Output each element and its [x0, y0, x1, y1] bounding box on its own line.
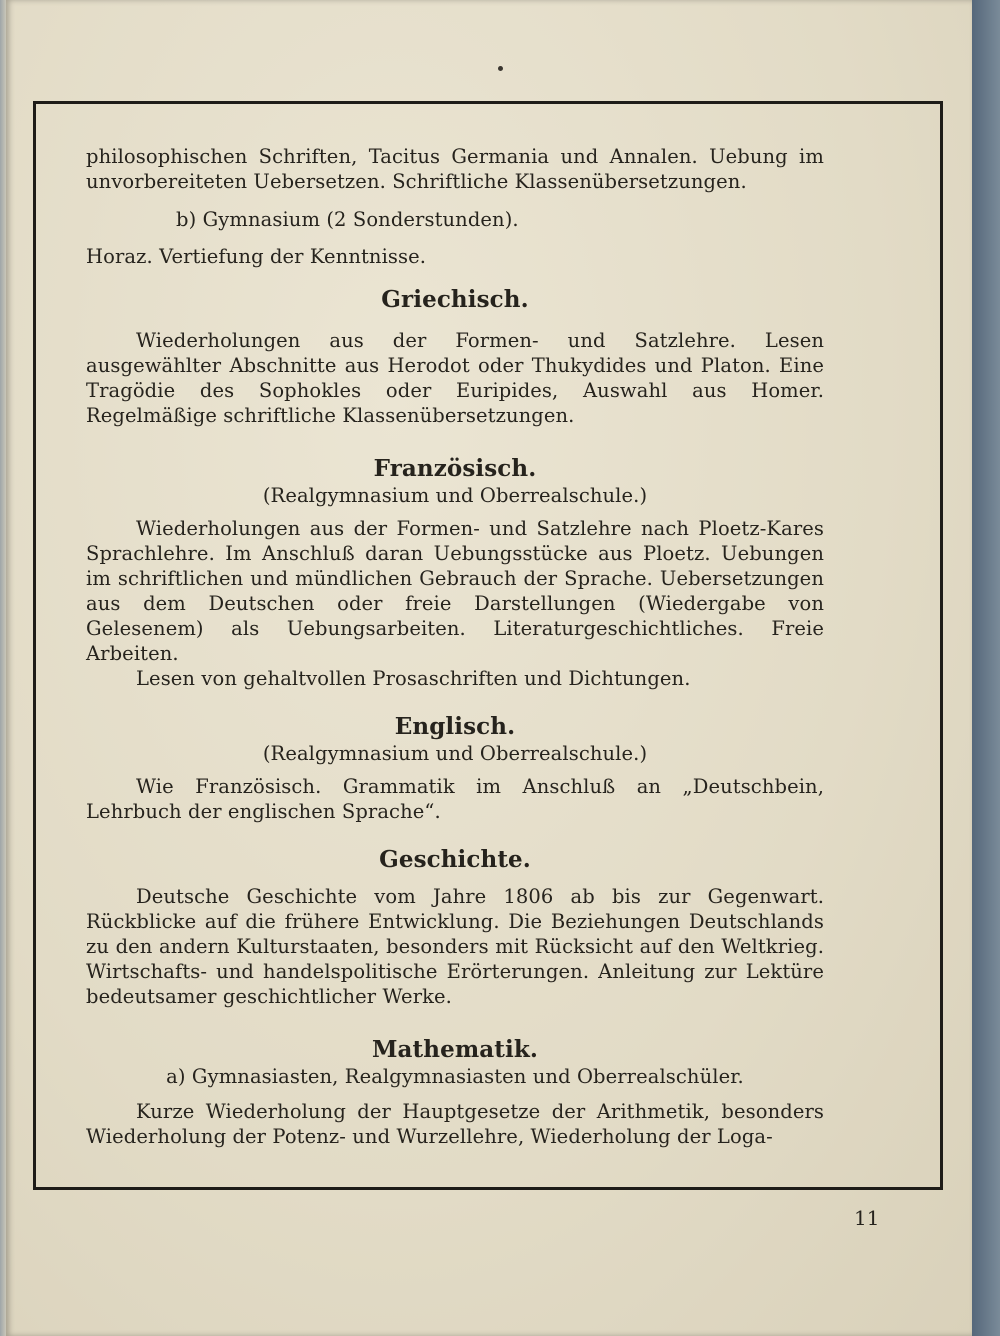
- section-heading: Mathematik.: [372, 1036, 538, 1063]
- section-englisch: [86, 713, 824, 824]
- paragraph: Kurze Wiederholung der Hauptgesetze der Arithmetik, besonders Wiederholung der Potenz- und Wurzellehre, Wiederholung der Loga-: [86, 1100, 824, 1148]
- paragraph: Wiederholungen aus der Formen- und Satzlehre nach Ploetz-Kares Sprachlehre. Im Anschluß daran Uebungsstücke aus Ploetz. Uebungen im schriftlichen und mündlichen Gebrauch der Sprache. Uebersetzungen aus dem Deutschen oder freie Darstellungen (Wiedergabe von Gelesenem) als Uebungsarbeiten. Literaturgeschichtliches. Freie Arbeiten.: [86, 517, 824, 665]
- paragraph: Deutsche Geschichte vom Jahre 1806 ab bis zur Gegenwart. Rückblicke auf die frühere Entwicklung. Die Beziehungen Deutschlands zu den andern Kulturstaaten, besonders mit Rücksicht auf den Weltkrieg. Wirtschafts- und handelspolitische Erörterungen. Anleitung zur Lektüre bedeutsamer geschichtlicher Werke.: [86, 885, 824, 1008]
- section-subheading: b) Gymnasium (2 Sonderstunden).: [176, 208, 519, 231]
- section-heading: Französisch.: [373, 455, 537, 482]
- section-geschichte: [86, 846, 824, 1009]
- section-franzoesisch: [86, 455, 824, 691]
- section-latin-continued: [86, 144, 824, 269]
- paragraph: Lesen von gehaltvollen Prosaschriften und Dichtungen.: [136, 667, 691, 690]
- paragraph: Wie Französisch. Grammatik im Anschluß an „Deutschbein, Lehrbuch der englischen Sprache“.: [86, 775, 824, 823]
- section-griechisch: [86, 286, 824, 428]
- book-cover-edge: [972, 0, 1000, 1336]
- section-subheading: (Realgymnasium und Oberrealschule.): [262, 742, 648, 765]
- section-mathematik: [86, 1036, 824, 1149]
- section-subheading: (Realgymnasium und Oberrealschule.): [262, 484, 648, 507]
- paragraph: Wiederholungen aus der Formen- und Satzlehre. Lesen ausgewählter Abschnitte aus Herodot oder Thukydides und Platon. Eine Tragödie des Sophokles oder Euripides, Auswahl aus Homer. Regelmäßige schriftliche Klassenübersetzungen.: [86, 329, 824, 427]
- page-content: [86, 144, 824, 1149]
- section-heading: Griechisch.: [381, 286, 529, 313]
- section-heading: Geschichte.: [379, 846, 531, 873]
- printer-dot-mark: [498, 66, 503, 71]
- paragraph: philosophischen Schriften, Tacitus Germania und Annalen. Uebung im unvorbereiteten Uebersetzen. Schriftliche Klassenübersetzungen.: [86, 145, 824, 193]
- book-page: [6, 0, 972, 1336]
- paragraph: Horaz. Vertiefung der Kenntnisse.: [86, 245, 427, 268]
- page-number: 11: [854, 1206, 880, 1230]
- section-subheading: a) Gymnasiasten, Realgymnasiasten und Oberrealschüler.: [166, 1065, 744, 1088]
- section-heading: Englisch.: [394, 713, 516, 740]
